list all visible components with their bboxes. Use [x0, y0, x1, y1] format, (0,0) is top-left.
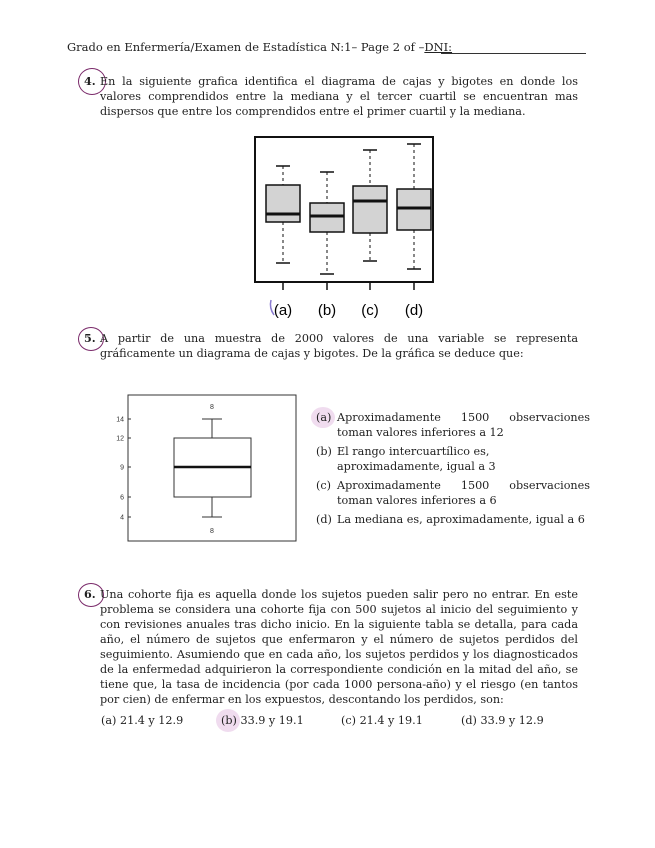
q5-option-b-label: (b) — [316, 445, 332, 458]
q6-option-a-text: 21.4 y 12.9 — [119, 714, 184, 727]
q5-option-c-text: Aproximadamente 1500 observaciones toman valores inferiores a 6 — [337, 479, 590, 507]
q6-option-d-text: 33.9 y 12.9 — [480, 714, 544, 727]
q4-number: 4. — [84, 74, 96, 88]
tick-9: 9 — [120, 464, 124, 472]
dni-label: DNI: — [424, 40, 453, 54]
header-text: Grado en Enfermería/Examen de Estadística N:1– Page 2 of – — [67, 40, 425, 54]
q6-option-a — [101, 713, 183, 728]
q6-option-c — [341, 713, 423, 728]
tick-12: 12 — [116, 435, 124, 443]
boxplot-a — [266, 166, 300, 263]
label-b: (b) — [317, 302, 337, 319]
label-c: (c) — [361, 302, 379, 319]
q5-option-c-label: (c) — [316, 479, 331, 492]
q6-text: Una cohorte fija es aquella donde los sujetos pueden salir pero no entrar. En este problema se considera una cohorte fija con 500 sujetos al inicio del seguimiento y con revisiones anuales tras dicho inicio. En la siguiente tabla se detalla, para cada año, el número de sujetos que enfermaron y el número de sujetos perdidos del seguimiento. Asumiendo que en cada año, los sujetos perdidos y los diagnosticados de la enfermedad adquirieron la correspondiente condición en la mitad del año, se tiene que, la tasa de incidencia (por cada 1000 persona-año) y el riesgo (en tantos por cien) de enfermar en los expuestos, descontando los perdidos, son: — [100, 588, 578, 706]
q6-option-c-text: 21.4 y 19.1 — [359, 714, 423, 727]
outlier-top: 8 — [210, 404, 214, 411]
q5-option-d-text: La mediana es, aproximadamente, igual a 6 — [337, 513, 585, 526]
tick-14: 14 — [116, 416, 124, 424]
q5-number: 5. — [84, 331, 96, 345]
q6-number: 6. — [84, 587, 96, 601]
q5-option-a-text: Aproximadamente 1500 observaciones toman valores inferiores a 12 — [337, 411, 590, 439]
q5-boxplot-figure — [108, 393, 300, 543]
q6-option-b-label: (b) — [221, 714, 237, 727]
q6-option-a-label: (a) — [101, 714, 117, 727]
boxplot-d — [397, 144, 431, 269]
q5-option-d-label: (d) — [316, 513, 332, 526]
label-a: (a) — [273, 302, 293, 319]
boxplot-c — [353, 150, 387, 261]
tick-6: 6 — [120, 494, 124, 502]
boxplot-b — [310, 172, 344, 274]
q5-text: A partir de una muestra de 2000 valores de una variable se representa gráficamente un diagrama de cajas y bigotes. De la gráfica se deduce que: — [100, 332, 578, 360]
label-d: (d) — [404, 302, 424, 319]
dni-underline — [441, 53, 586, 54]
tick-4: 4 — [120, 514, 124, 522]
q6-option-d-label: (d) — [461, 714, 477, 727]
q6-option-b — [221, 713, 304, 728]
q4-boxplot-figure — [240, 132, 440, 322]
q5-option-a-label: (a) — [316, 411, 332, 424]
q6-option-c-label: (c) — [341, 714, 356, 727]
page-header — [67, 40, 587, 54]
outlier-bottom: 8 — [210, 528, 214, 535]
q6-option-b-text: 33.9 y 19.1 — [240, 714, 304, 727]
q5-option-b-text: El rango intercuartílico es, aproximadamente, igual a 3 — [337, 445, 496, 473]
q6-option-d — [461, 713, 544, 728]
q4-text: En la siguiente grafica identifica el diagrama de cajas y bigotes en donde los valores comprendidos entre la mediana y el tercer cuartil se encuentran mas dispersos que entre los comprendidos entre el primer cuartil y la mediana. — [100, 75, 578, 118]
